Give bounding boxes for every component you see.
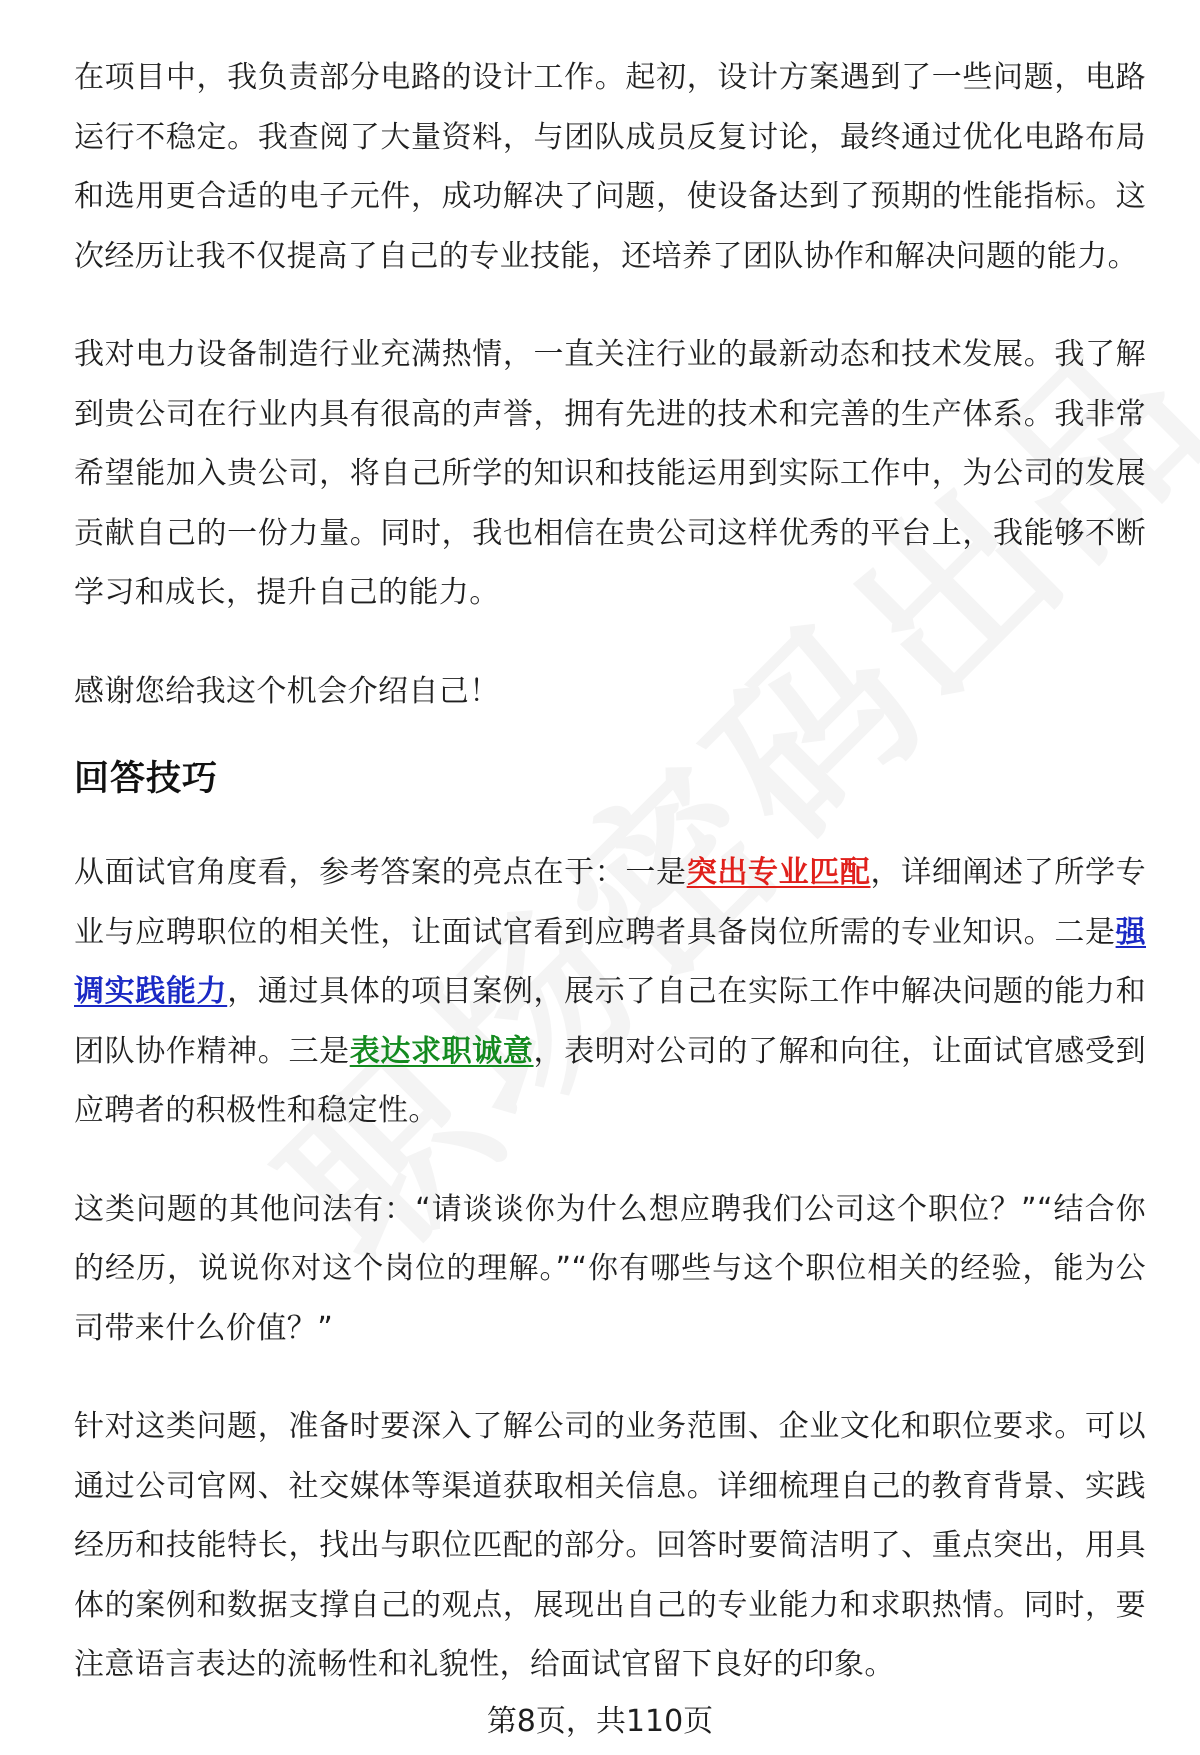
document-page: [74, 48, 1146, 1695]
answer-paragraph-project: 在项目中，我负责部分电路的设计工作。起初，设计方案遇到了一些问题，电路运行不稳定。我查阅了大量资料，与团队成员反复讨论，最终通过优化电路布局和选用更合适的电子元件，成功解决了问题，使设备达到了预期的性能指标。这次经历让我不仅提高了自己的专业技能，还培养了团队协作和解决问题的能力。: [74, 60, 1146, 274]
page-number: 第8页，共110页: [486, 1704, 714, 1739]
answer-paragraph-motivation: 我对电力设备制造行业充满热情，一直关注行业的最新动态和技术发展。我了解到贵公司在行业内具有很高的声誉，拥有先进的技术和完善的生产体系。我非常希望能加入贵公司，将自己所学的知识和技能运用到实际工作中，为公司的发展贡献自己的一份力量。同时，我也相信在贵公司这样优秀的平台上，我能够不断学习和成长，提升自己的能力。: [74, 337, 1146, 610]
tips-text: ，表明对公司的了解和向往，让面试官感受到应聘者的积极性和稳定性。: [74, 1033, 1146, 1128]
tips-text: ，详细阐述了所学专业与应聘职位的相关性，让面试官看到应聘者具备岗位所需的专业知识。二是: [74, 855, 1146, 950]
section-heading: 回答技巧: [74, 759, 219, 799]
tips-text: 从面试官角度看，参考答案的亮点在于：一是: [74, 855, 687, 890]
answer-paragraph-thanks: 感谢您给我这个机会介绍自己！: [74, 673, 500, 709]
tips-text: ，通过具体的项目案例，展示了自己在实际工作中解决问题的能力和团队协作精神。三是: [74, 974, 1147, 1069]
highlight-professional-match: 突出专业匹配: [686, 855, 871, 890]
highlight-job-sincerity: 表达求职诚意: [349, 1033, 534, 1069]
tips-paragraph-alternatives: 这类问题的其他问法有：“请谈谈你为什么想应聘我们公司这个职位？”“结合你的经历，说说你对这个岗位的理解。”“你有哪些与这个职位相关的经验，能为公司带来什么价值？”: [74, 1191, 1146, 1346]
tips-paragraph-preparation: 针对这类问题，准备时要深入了解公司的业务范围、企业文化和职位要求。可以通过公司官网、社交媒体等渠道获取相关信息。详细梳理自己的教育背景、实践经历和技能特长，找出与职位匹配的部分。回答时要简洁明了、重点突出，用具体的案例和数据支撑自己的观点，展现出自己的专业能力和求职热情。同时，要注意语言表达的流畅性和礼貌性，给面试官留下良好的印象。: [74, 1409, 1146, 1682]
highlight-practical-ability: 强调实践能力: [74, 914, 1146, 1009]
tips-paragraph-highlights: [74, 843, 1146, 1141]
